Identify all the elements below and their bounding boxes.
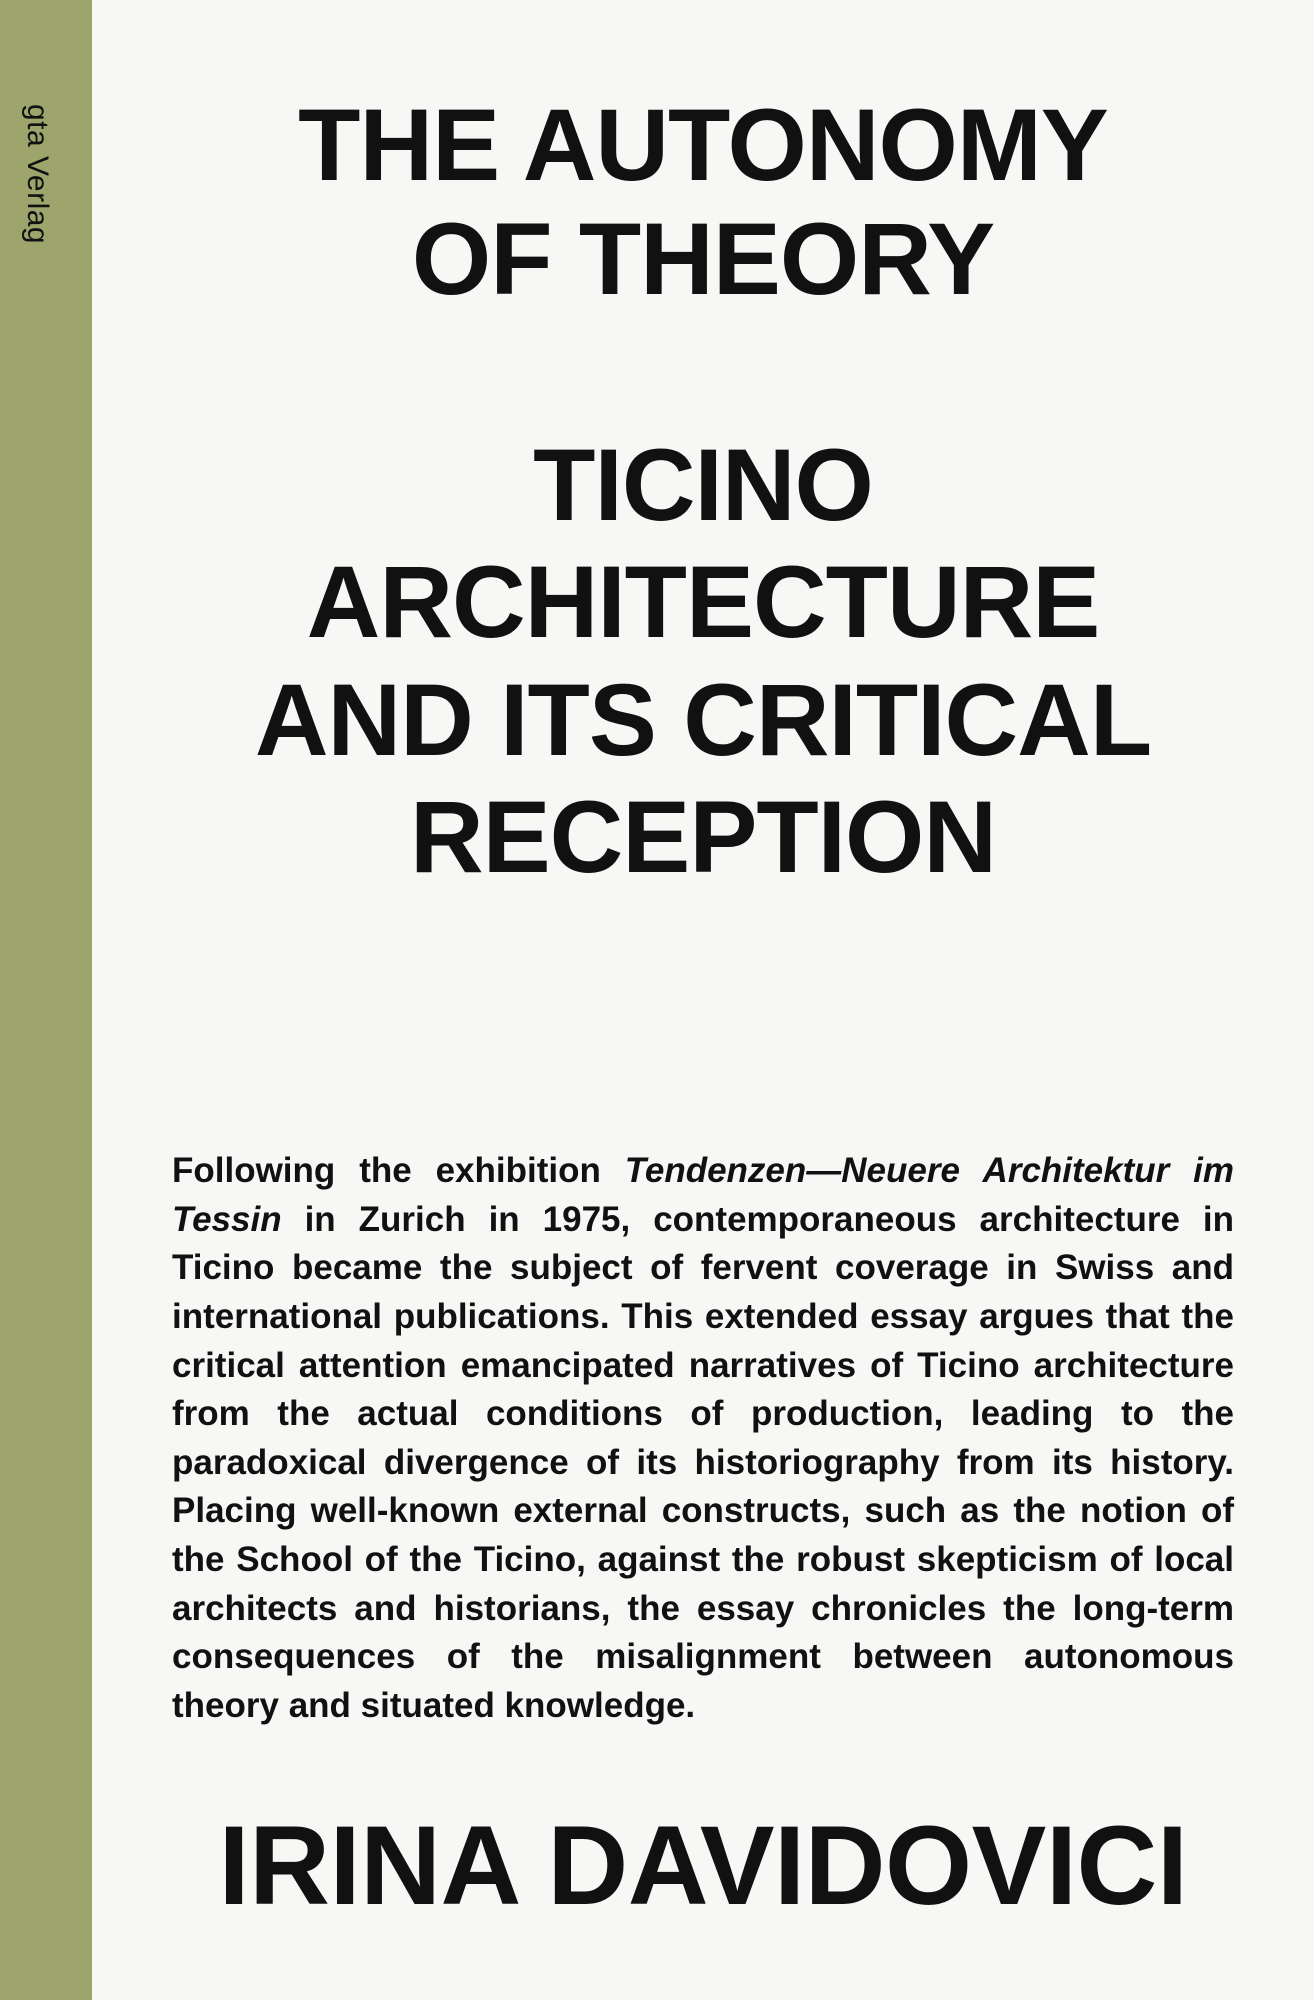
subtitle-line: ARCHITECTURE [306, 545, 1100, 660]
book-title [92, 88, 1314, 316]
blurb-body: in Zurich in 1975, contemporaneous architecture in Ticino became the subject of fervent coverage in Swiss and international publications. This extended essay argues that the critical attention emancipated narratives of Ticino architecture from the actual conditions of production, leading to the paradoxical divergence of its historiography from its history. Placing well-known external constructs, such as the notion of the School of the Ticino, against the robust skepticism of local architects and historians, the essay chronicles the long-term consequences of the misalignment between autonomous theory and situated knowledge. [172, 1199, 1234, 1726]
publisher-name: gta Verlag [21, 104, 54, 245]
subtitle-line: AND ITS CRITICAL [254, 662, 1152, 777]
exhibition-title: Tendenzen—Neuere Architektur im Tessin [172, 1151, 1234, 1239]
author-name: IRINA DAVIDOVICI [218, 1803, 1188, 1928]
blurb-intro: Following the exhibition [172, 1151, 625, 1190]
title-line: OF THEORY [411, 202, 995, 317]
cover-blurb [172, 1147, 1234, 1731]
cover-main-area [92, 0, 1314, 2000]
subtitle-line: TICINO [533, 428, 873, 542]
book-subtitle [92, 427, 1314, 896]
subtitle-line: RECEPTION [409, 779, 997, 894]
cover-spine-stripe [0, 0, 92, 2000]
title-line: THE AUTONOMY [298, 88, 1108, 202]
